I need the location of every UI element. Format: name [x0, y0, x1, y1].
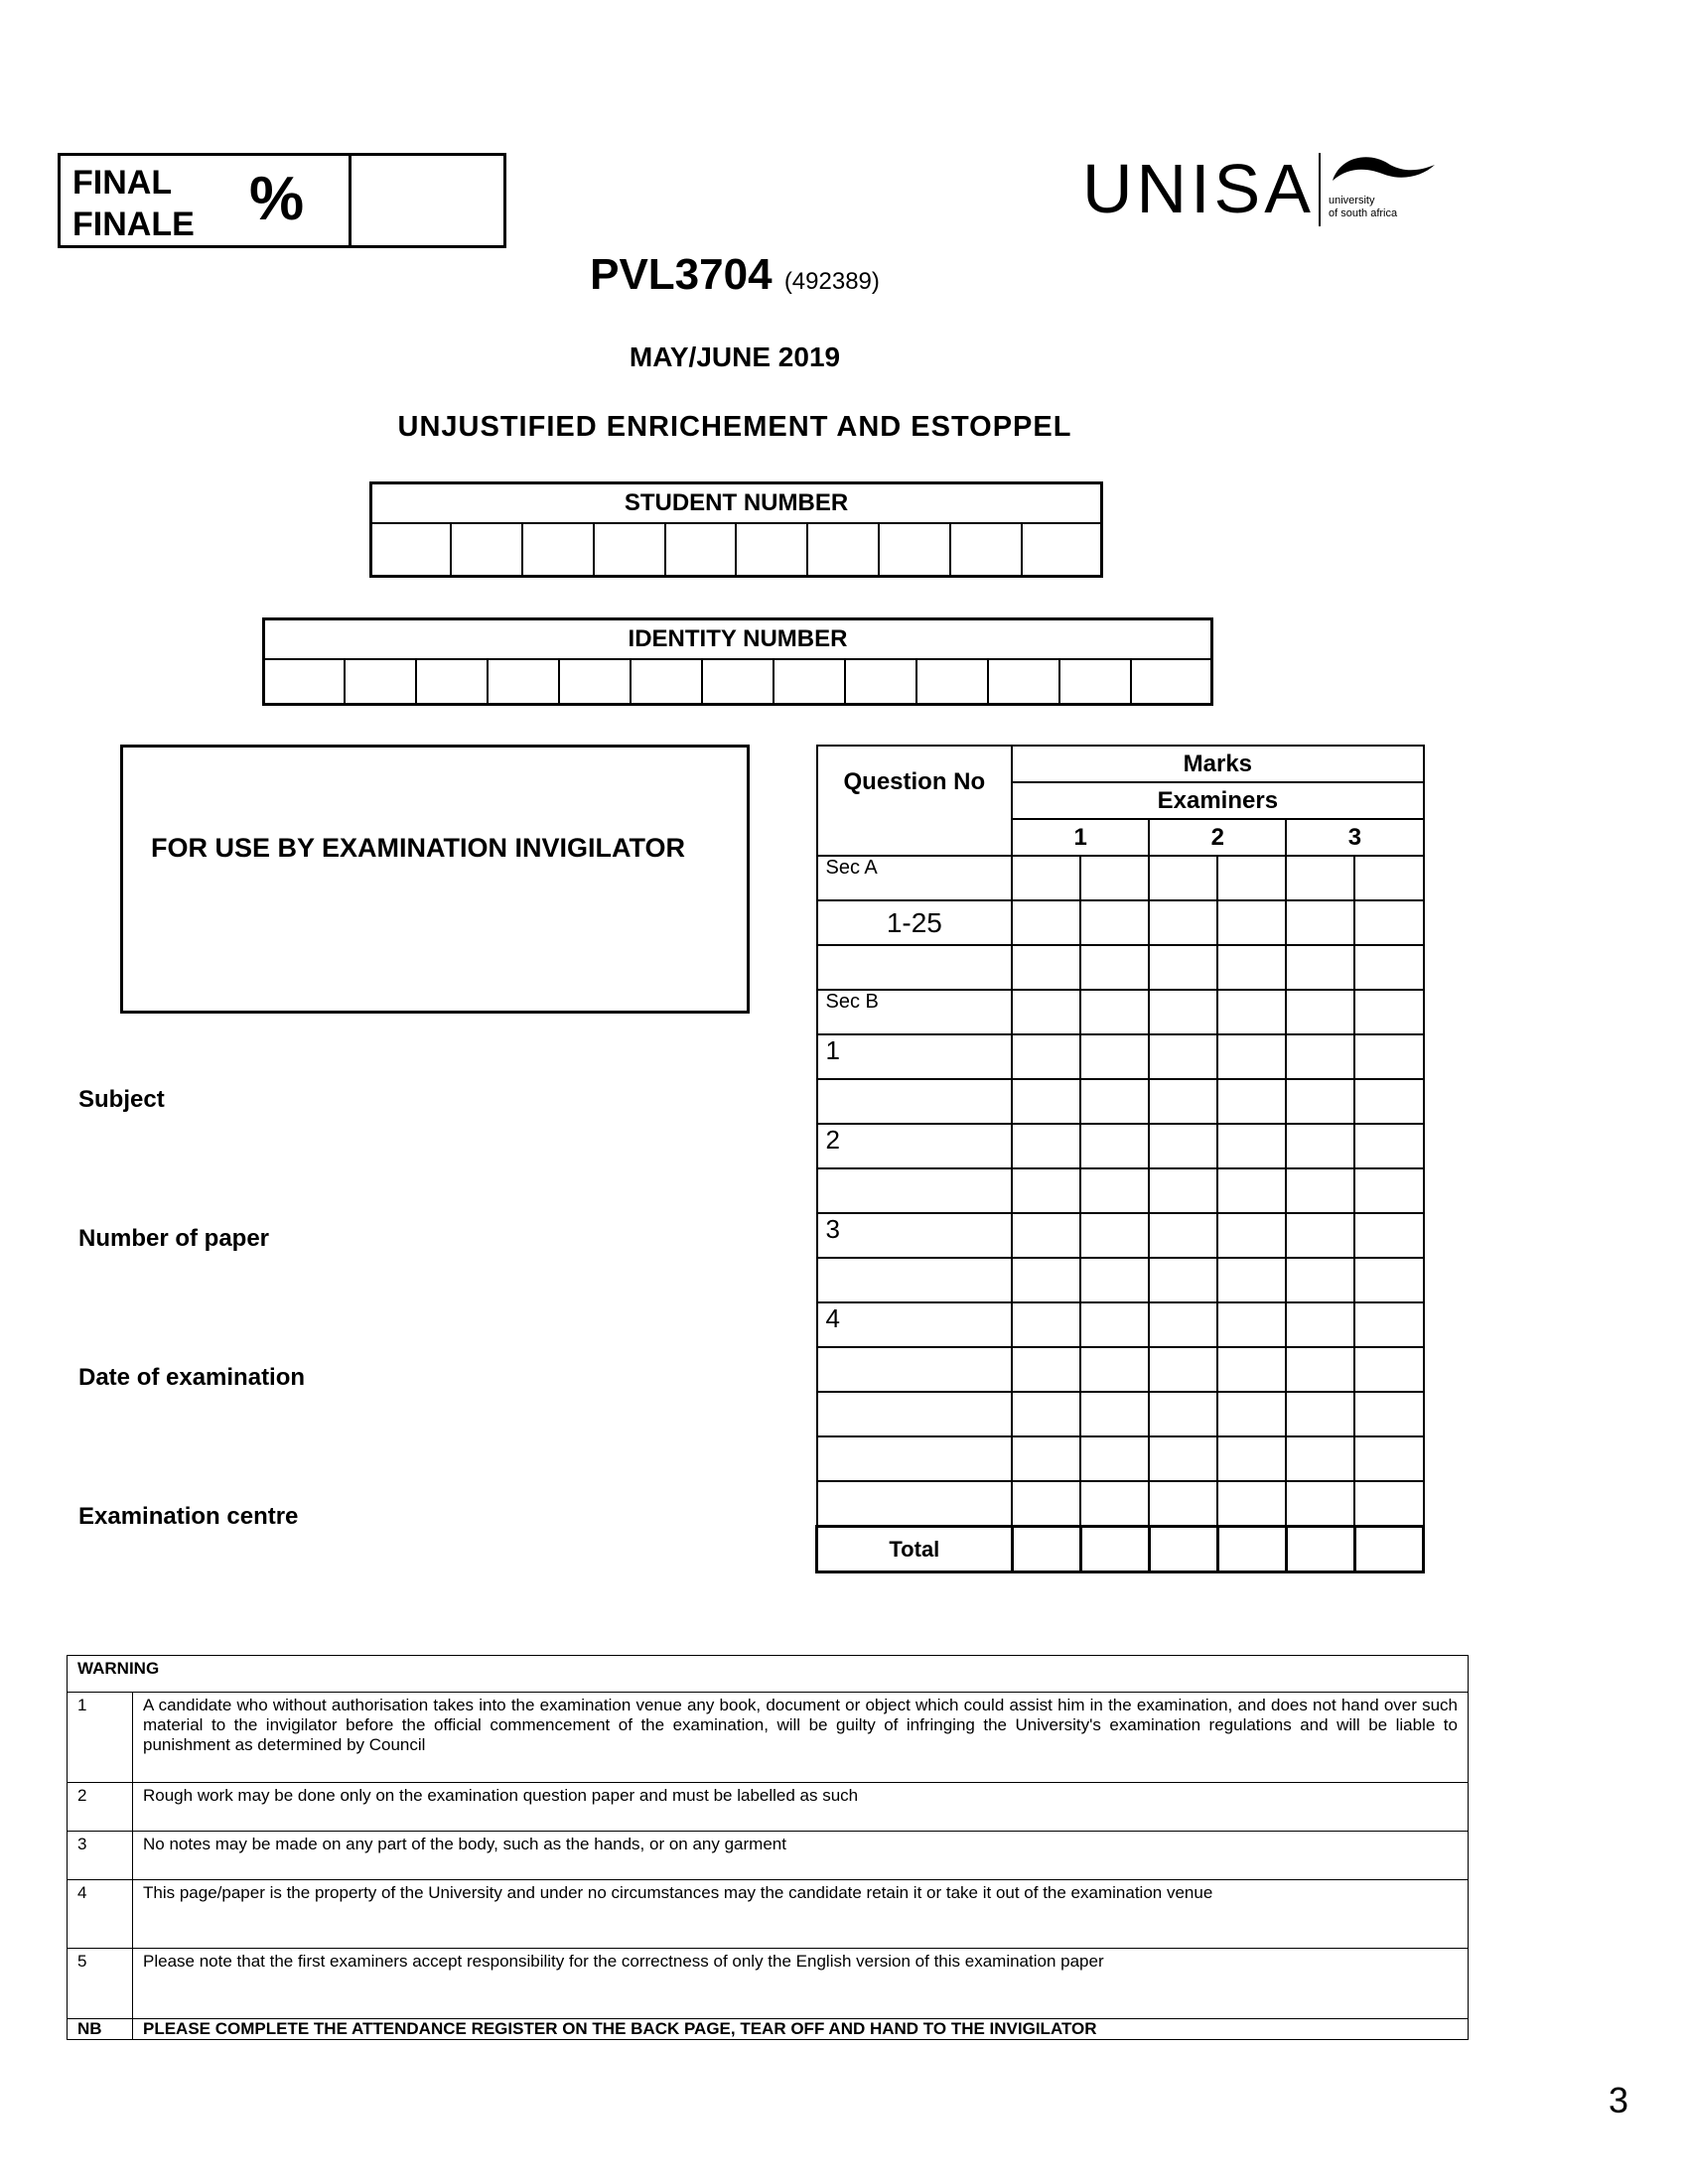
student-number-digit[interactable]: [594, 523, 665, 577]
mark-cell[interactable]: [1217, 1258, 1286, 1302]
mark-cell[interactable]: [1012, 1302, 1080, 1347]
mark-cell[interactable]: [1080, 1258, 1149, 1302]
subject-label: Subject: [78, 1086, 165, 1113]
marks-table: [815, 745, 1425, 1573]
mark-cell[interactable]: [1217, 1481, 1286, 1527]
mark-cell[interactable]: [1149, 1347, 1217, 1392]
student-number-digit[interactable]: [1022, 523, 1102, 577]
paper-id: (492389): [783, 268, 880, 295]
question-cell: [817, 1481, 1013, 1527]
mark-cell[interactable]: [1217, 1124, 1286, 1168]
mark-cell[interactable]: [1080, 1347, 1149, 1392]
mark-cell[interactable]: [1354, 1034, 1423, 1079]
student-number-digit[interactable]: [879, 523, 950, 577]
mark-cell[interactable]: [1286, 1302, 1354, 1347]
mark-cell[interactable]: [1080, 1436, 1149, 1481]
mark-cell[interactable]: [1080, 1481, 1149, 1527]
mark-cell[interactable]: [1217, 1079, 1286, 1124]
identity-number-digit[interactable]: [345, 659, 416, 705]
logo-divider: [1319, 153, 1321, 226]
final-mark-box: [58, 153, 506, 248]
mark-cell[interactable]: [1217, 990, 1286, 1034]
mark-cell[interactable]: [1080, 1034, 1149, 1079]
identity-number-digit[interactable]: [988, 659, 1059, 705]
question-cell: [817, 1347, 1013, 1392]
mark-cell[interactable]: [1354, 1481, 1423, 1527]
logo-sub2: of south africa: [1329, 207, 1398, 219]
warning-item: [68, 1832, 1469, 1880]
marks-row: [817, 1168, 1424, 1213]
mark-cell[interactable]: [1149, 1079, 1217, 1124]
total-mark-cell[interactable]: [1149, 1527, 1217, 1572]
marks-row: [817, 990, 1424, 1034]
question-cell: 3: [817, 1213, 1013, 1258]
identity-number-digit[interactable]: [416, 659, 488, 705]
marks-row: [817, 945, 1424, 990]
mark-cell[interactable]: [1286, 945, 1354, 990]
marks-row: [817, 1347, 1424, 1392]
total-mark-cell[interactable]: [1354, 1527, 1423, 1572]
nb-text: PLEASE COMPLETE THE ATTENDANCE REGISTER ON THE BACK PAGE, TEAR OFF AND HAND TO THE INVIGILATOR: [133, 2019, 1469, 2040]
identity-number-digit[interactable]: [774, 659, 845, 705]
marks-header: Marks: [1012, 746, 1423, 782]
identity-number-digit[interactable]: [1059, 659, 1131, 705]
mark-cell[interactable]: [1286, 856, 1354, 900]
mark-cell[interactable]: [1217, 1302, 1286, 1347]
mark-cell[interactable]: [1354, 1392, 1423, 1436]
centre-label: Examination centre: [78, 1503, 299, 1530]
mark-cell[interactable]: [1012, 990, 1080, 1034]
exam-session: MAY/JUNE 2019: [629, 341, 841, 372]
marks-row: [817, 1213, 1424, 1258]
mark-cell[interactable]: [1149, 900, 1217, 945]
marks-row: [817, 1436, 1424, 1481]
question-cell: Sec A: [817, 856, 1013, 900]
mark-cell[interactable]: [1012, 1258, 1080, 1302]
marks-row: [817, 1258, 1424, 1302]
nb-row: [68, 2019, 1469, 2040]
student-number-digit[interactable]: [522, 523, 594, 577]
mark-cell[interactable]: [1354, 856, 1423, 900]
mark-cell[interactable]: [1012, 1213, 1080, 1258]
student-number-digit[interactable]: [451, 523, 522, 577]
percent-symbol: %: [249, 165, 305, 233]
mark-cell[interactable]: [1354, 1436, 1423, 1481]
question-cell: 4: [817, 1302, 1013, 1347]
student-number-digit[interactable]: [665, 523, 737, 577]
total-mark-cell[interactable]: [1217, 1527, 1286, 1572]
mark-cell[interactable]: [1149, 1124, 1217, 1168]
unisa-logo: [1082, 149, 1440, 233]
mark-cell[interactable]: [1080, 1124, 1149, 1168]
mark-cell[interactable]: [1217, 1213, 1286, 1258]
mark-cell[interactable]: [1012, 1168, 1080, 1213]
invigilator-label: FOR USE BY EXAMINATION INVIGILATOR: [151, 833, 686, 863]
mark-cell[interactable]: [1217, 945, 1286, 990]
warning-item: [68, 1693, 1469, 1783]
mark-cell[interactable]: [1354, 900, 1423, 945]
module-title: UNJUSTIFIED ENRICHEMENT AND ESTOPPEL: [397, 411, 1072, 443]
question-cell: 1-25: [817, 900, 1013, 945]
mark-cell[interactable]: [1286, 1392, 1354, 1436]
mark-cell[interactable]: [1012, 1034, 1080, 1079]
mark-cell[interactable]: [1012, 1079, 1080, 1124]
warning-item: [68, 1949, 1469, 2019]
warning-text: Rough work may be done only on the examination question paper and must be labelled as such: [133, 1783, 1469, 1832]
student-number-box: [369, 481, 1103, 578]
mark-cell[interactable]: [1286, 990, 1354, 1034]
mark-cell[interactable]: [1149, 1213, 1217, 1258]
warning-table: [67, 1655, 1469, 2040]
warning-text: A candidate who without authorisation takes into the examination venue any book, document or object which could assist him in the examination, and does not hand over such material to the invigilator before the official commencement of the examination, will be guilty of infringing the University's examination regulations and will be liable to punishment as determined by Council: [133, 1693, 1469, 1783]
mark-cell[interactable]: [1080, 945, 1149, 990]
mark-cell[interactable]: [1286, 1213, 1354, 1258]
logo-subtitle: [1329, 195, 1397, 220]
page-number: 3: [1609, 2080, 1629, 2120]
warning-text: Please note that the first examiners accept responsibility for the correctness of only the English version of this examination paper: [133, 1949, 1469, 2019]
mark-cell[interactable]: [1149, 1481, 1217, 1527]
identity-number-digit[interactable]: [264, 659, 345, 705]
mark-cell[interactable]: [1012, 1436, 1080, 1481]
mark-cell[interactable]: [1354, 1124, 1423, 1168]
module-code: [0, 250, 1470, 300]
question-cell: [817, 1168, 1013, 1213]
bird-icon: [1331, 151, 1440, 191]
mark-cell[interactable]: [1149, 1392, 1217, 1436]
marks-row: [817, 856, 1424, 900]
student-number-label: STUDENT NUMBER: [371, 483, 1102, 524]
final-mark-field[interactable]: [352, 156, 503, 245]
mark-cell[interactable]: [1149, 990, 1217, 1034]
identity-number-digit[interactable]: [845, 659, 916, 705]
mark-cell[interactable]: [1080, 856, 1149, 900]
examiner-2-header: 2: [1149, 819, 1286, 856]
mark-cell[interactable]: [1286, 1124, 1354, 1168]
mark-cell[interactable]: [1012, 856, 1080, 900]
mark-cell[interactable]: [1012, 900, 1080, 945]
mark-cell[interactable]: [1217, 1034, 1286, 1079]
question-cell: 2: [817, 1124, 1013, 1168]
student-number-digit[interactable]: [371, 523, 452, 577]
final-label: [72, 162, 195, 245]
nb-label: NB: [68, 2019, 133, 2040]
mark-cell[interactable]: [1149, 856, 1217, 900]
mark-cell[interactable]: [1149, 1436, 1217, 1481]
mark-cell[interactable]: [1286, 1436, 1354, 1481]
mark-cell[interactable]: [1217, 1392, 1286, 1436]
final-label-cell: [61, 156, 352, 245]
mark-cell[interactable]: [1354, 945, 1423, 990]
mark-cell[interactable]: [1286, 1168, 1354, 1213]
code-text: PVL3704: [590, 250, 773, 299]
student-number-digit[interactable]: [736, 523, 807, 577]
warning-number: 5: [68, 1949, 133, 2019]
question-no-header: Question No: [817, 746, 1013, 856]
logo-text: UNISA: [1082, 150, 1315, 227]
warning-number: 4: [68, 1880, 133, 1949]
identity-number-digit[interactable]: [1131, 659, 1211, 705]
logo-sub1: university: [1329, 195, 1375, 206]
warning-number: 3: [68, 1832, 133, 1880]
student-number-digit[interactable]: [807, 523, 879, 577]
mark-cell[interactable]: [1149, 1302, 1217, 1347]
marks-row: [817, 1392, 1424, 1436]
identity-number-box: [262, 617, 1213, 706]
total-label: Total: [817, 1527, 1013, 1572]
mark-cell[interactable]: [1012, 1392, 1080, 1436]
warning-number: 1: [68, 1693, 133, 1783]
mark-cell[interactable]: [1149, 1168, 1217, 1213]
question-cell: Sec B: [817, 990, 1013, 1034]
mark-cell[interactable]: [1012, 1481, 1080, 1527]
question-cell: [817, 945, 1013, 990]
total-mark-cell[interactable]: [1012, 1527, 1080, 1572]
mark-cell[interactable]: [1286, 1481, 1354, 1527]
mark-cell[interactable]: [1217, 1168, 1286, 1213]
marks-row: [817, 1124, 1424, 1168]
mark-cell[interactable]: [1080, 1302, 1149, 1347]
examiners-header: Examiners: [1012, 782, 1423, 819]
warning-number: 2: [68, 1783, 133, 1832]
mark-cell[interactable]: [1354, 1079, 1423, 1124]
identity-number-digit[interactable]: [631, 659, 702, 705]
mark-cell[interactable]: [1149, 945, 1217, 990]
mark-cell[interactable]: [1080, 900, 1149, 945]
warning-text: No notes may be made on any part of the body, such as the hands, or on any garment: [133, 1832, 1469, 1880]
mark-cell[interactable]: [1217, 1436, 1286, 1481]
final-af: FINALE: [72, 205, 195, 243]
mark-cell[interactable]: [1286, 1347, 1354, 1392]
question-cell: [817, 1258, 1013, 1302]
mark-cell[interactable]: [1080, 1079, 1149, 1124]
question-cell: [817, 1392, 1013, 1436]
total-mark-cell[interactable]: [1080, 1527, 1149, 1572]
total-mark-cell[interactable]: [1286, 1527, 1354, 1572]
mark-cell[interactable]: [1080, 990, 1149, 1034]
examiner-3-header: 3: [1286, 819, 1423, 856]
warning-item: [68, 1783, 1469, 1832]
invigilator-box: [120, 745, 750, 1014]
mark-cell[interactable]: [1286, 900, 1354, 945]
mark-cell[interactable]: [1354, 990, 1423, 1034]
mark-cell[interactable]: [1354, 1347, 1423, 1392]
mark-cell[interactable]: [1354, 1168, 1423, 1213]
marks-row: [817, 900, 1424, 945]
warning-text: This page/paper is the property of the University and under no circumstances may the candidate retain it or take it out of the examination venue: [133, 1880, 1469, 1949]
marks-row: [817, 1302, 1424, 1347]
warning-item: [68, 1880, 1469, 1949]
marks-row: [817, 1481, 1424, 1527]
mark-cell[interactable]: [1286, 1034, 1354, 1079]
identity-number-digit[interactable]: [916, 659, 988, 705]
examiner-1-header: 1: [1012, 819, 1149, 856]
mark-cell[interactable]: [1012, 945, 1080, 990]
mark-cell[interactable]: [1217, 900, 1286, 945]
mark-cell[interactable]: [1012, 1124, 1080, 1168]
mark-cell[interactable]: [1217, 856, 1286, 900]
student-number-digit[interactable]: [950, 523, 1022, 577]
identity-number-digit[interactable]: [702, 659, 774, 705]
mark-cell[interactable]: [1217, 1347, 1286, 1392]
mark-cell[interactable]: [1012, 1347, 1080, 1392]
mark-cell[interactable]: [1354, 1258, 1423, 1302]
mark-cell[interactable]: [1354, 1213, 1423, 1258]
mark-cell[interactable]: [1149, 1034, 1217, 1079]
mark-cell[interactable]: [1149, 1258, 1217, 1302]
marks-row: [817, 1034, 1424, 1079]
final-en: FINAL: [72, 164, 173, 202]
total-row: [817, 1527, 1424, 1572]
identity-number-digit[interactable]: [488, 659, 559, 705]
question-cell: 1: [817, 1034, 1013, 1079]
identity-number-digit[interactable]: [559, 659, 631, 705]
mark-cell[interactable]: [1286, 1258, 1354, 1302]
mark-cell[interactable]: [1080, 1213, 1149, 1258]
warning-header: WARNING: [68, 1656, 1469, 1693]
mark-cell[interactable]: [1354, 1302, 1423, 1347]
marks-row: [817, 1079, 1424, 1124]
mark-cell[interactable]: [1080, 1392, 1149, 1436]
date-label: Date of examination: [78, 1364, 306, 1391]
identity-number-label: IDENTITY NUMBER: [264, 619, 1212, 660]
mark-cell[interactable]: [1080, 1168, 1149, 1213]
number-of-paper-label: Number of paper: [78, 1225, 270, 1252]
question-cell: [817, 1079, 1013, 1124]
mark-cell[interactable]: [1286, 1079, 1354, 1124]
question-cell: [817, 1436, 1013, 1481]
